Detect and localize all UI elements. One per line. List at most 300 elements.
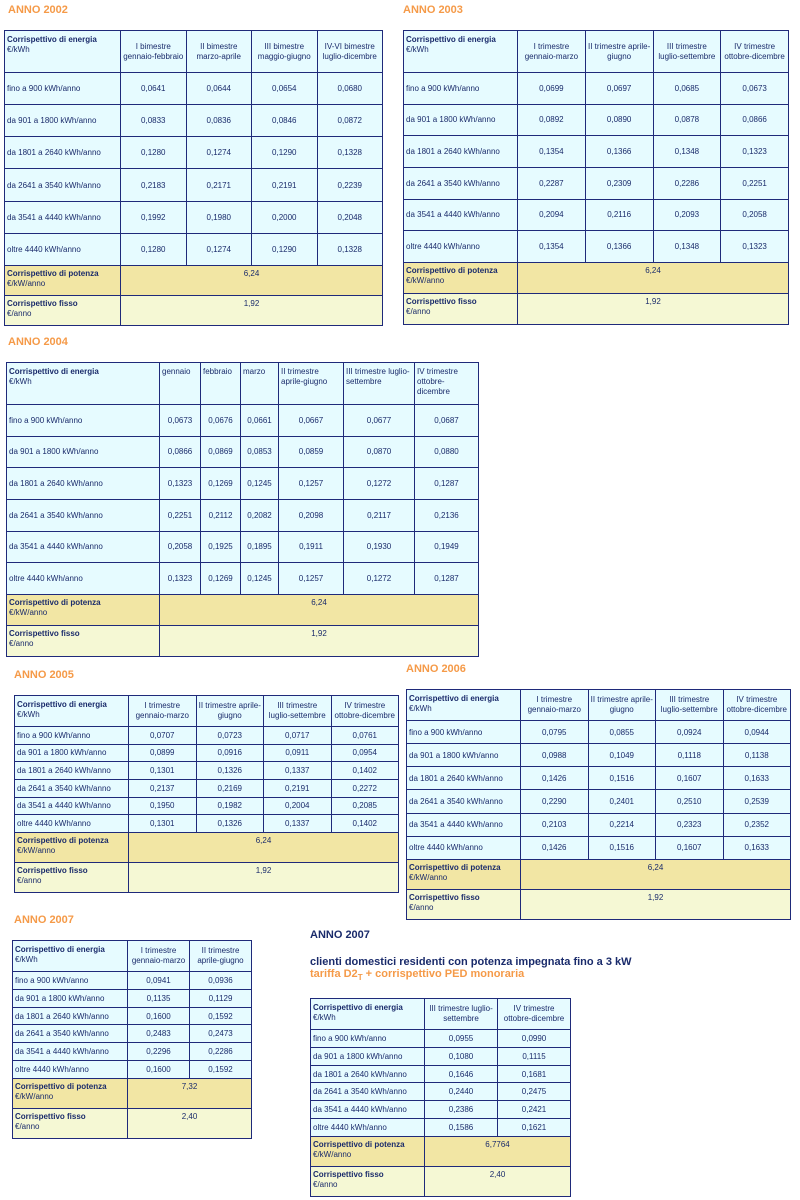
table-cell: da 3541 a 4440 kWh/anno: [15, 797, 129, 815]
table-cell: 0,1049: [588, 744, 656, 767]
table-row: [15, 779, 399, 797]
label-text: Corrispettivo fisso: [313, 1170, 384, 1179]
label-text: tariffa D2: [310, 968, 358, 980]
table-cell: 0,0936: [190, 972, 252, 990]
table-cell: 0,2112: [201, 499, 241, 531]
table-cell: 0,2239: [317, 169, 383, 201]
table-cell: 0,1354: [518, 231, 586, 263]
table-cell: [15, 863, 129, 893]
table-cell: 0,1592: [190, 1061, 252, 1079]
table-title: ANNO 2007: [310, 929, 370, 941]
column-header: IV trimestre ottobre-dicembre: [331, 696, 399, 727]
table-cell: 0,0869: [201, 436, 241, 468]
table-cell: 2,40: [128, 1109, 252, 1139]
table-cell: 0,2004: [264, 797, 332, 815]
table-cell: 0,0872: [317, 105, 383, 137]
table-cell: 0,1323: [721, 136, 789, 168]
table-cell: da 901 a 1800 kWh/anno: [404, 104, 518, 136]
table-row: [15, 797, 399, 815]
table-cell: 0,2183: [121, 169, 187, 201]
table-cell: 0,1323: [721, 231, 789, 263]
tariff-table-2006: [406, 689, 791, 920]
column-header: I trimestre gennaio-marzo: [521, 690, 589, 721]
table-cell: 0,0892: [518, 104, 586, 136]
energy-header: [15, 696, 129, 727]
table-cell: 6,24: [160, 595, 479, 626]
table-cell: 0,1911: [279, 531, 344, 563]
column-header: II bimestre marzo-aprile: [186, 31, 252, 73]
table-cell: [7, 626, 160, 657]
table-cell: 0,1426: [521, 767, 589, 790]
power-row: [311, 1137, 571, 1167]
column-header: III bimestre maggio-giugno: [252, 31, 318, 73]
table-cell: 0,0699: [518, 73, 586, 105]
column-header: I bimestre gennaio-febbraio: [121, 31, 187, 73]
table-cell: oltre 4440 kWh/anno: [407, 836, 521, 859]
fixed-row: [7, 626, 479, 657]
table-cell: 0,1080: [425, 1047, 498, 1065]
column-header: I trimestre gennaio-marzo: [128, 941, 190, 972]
table-cell: 0,2539: [723, 790, 791, 813]
table-cell: 0,1245: [241, 468, 279, 500]
table-cell: 0,0697: [585, 73, 653, 105]
label-text: €/kW/anno: [15, 1092, 54, 1101]
table-cell: 0,0955: [425, 1030, 498, 1048]
table-row: [5, 169, 383, 201]
energy-header: [311, 999, 425, 1030]
table-cell: 0,1129: [190, 989, 252, 1007]
label-text: €/kWh: [406, 45, 429, 54]
table-cell: 1,92: [160, 626, 479, 657]
table-title: ANNO 2002: [8, 4, 68, 16]
table-cell: 0,2296: [128, 1043, 190, 1061]
column-header: I trimestre gennaio-marzo: [518, 31, 586, 73]
label-text: €/anno: [9, 639, 34, 648]
table-cell: da 1801 a 2640 kWh/anno: [5, 137, 121, 169]
table-cell: 0,1138: [723, 744, 791, 767]
table-cell: 0,0677: [344, 405, 415, 437]
table-cell: fino a 900 kWh/anno: [407, 721, 521, 744]
table-cell: 0,1290: [252, 137, 318, 169]
label-text: Corrispettivo fisso: [7, 299, 78, 308]
table-cell: 0,1516: [588, 767, 656, 790]
column-header: febbraio: [201, 363, 241, 405]
table-cell: 0,1272: [344, 563, 415, 595]
table-cell: 0,1328: [317, 137, 383, 169]
table-row: [311, 1030, 571, 1048]
label-text: + corrispettivo PED monoraria: [362, 968, 525, 980]
table-cell: 0,1287: [415, 468, 479, 500]
table-cell: 0,1895: [241, 531, 279, 563]
table-cell: 0,0680: [317, 73, 383, 105]
table-cell: 0,0878: [653, 104, 721, 136]
table-cell: 0,1949: [415, 531, 479, 563]
table-cell: 0,2323: [656, 813, 724, 836]
power-row: [407, 860, 791, 890]
table-cell: da 3541 a 4440 kWh/anno: [311, 1101, 425, 1119]
table-cell: 0,2058: [721, 199, 789, 231]
column-header: IV trimestre ottobre-dicembre: [723, 690, 791, 721]
power-row: [13, 1079, 252, 1109]
table-row: [15, 762, 399, 780]
energy-header: [404, 31, 518, 73]
energy-header: [407, 690, 521, 721]
table-cell: 0,1607: [656, 767, 724, 790]
table-cell: da 901 a 1800 kWh/anno: [5, 105, 121, 137]
table-cell: 0,0687: [415, 405, 479, 437]
label-text: Corrispettivo di energia: [9, 367, 99, 376]
table-cell: 0,2058: [160, 531, 201, 563]
table-cell: da 901 a 1800 kWh/anno: [311, 1047, 425, 1065]
table-cell: 0,1354: [518, 136, 586, 168]
table-cell: 0,0685: [653, 73, 721, 105]
table-cell: 0,1930: [344, 531, 415, 563]
table-row: [13, 1025, 252, 1043]
table-cell: 0,0673: [721, 73, 789, 105]
label-text: Corrispettivo di potenza: [313, 1140, 405, 1149]
table-cell: 0,1516: [588, 836, 656, 859]
label-text: €/anno: [15, 1122, 40, 1131]
table-cell: fino a 900 kWh/anno: [13, 972, 128, 990]
table-title: ANNO 2005: [14, 669, 74, 681]
table-cell: da 1801 a 2640 kWh/anno: [311, 1065, 425, 1083]
table-cell: da 1801 a 2640 kWh/anno: [13, 1007, 128, 1025]
table-cell: 0,0855: [588, 721, 656, 744]
table-cell: 0,1326: [196, 762, 264, 780]
table-cell: 0,0890: [585, 104, 653, 136]
table-cell: 0,1586: [425, 1119, 498, 1137]
table-cell: 0,1337: [264, 815, 332, 833]
table-cell: fino a 900 kWh/anno: [5, 73, 121, 105]
column-header: III trimestre luglio-settembre: [344, 363, 415, 405]
label-text: €/kW/anno: [7, 279, 46, 288]
column-header: II trimestre aprile-giugno: [279, 363, 344, 405]
table-cell: 0,1328: [317, 233, 383, 265]
column-header: marzo: [241, 363, 279, 405]
column-header: III trimestre luglio-settembre: [656, 690, 724, 721]
tariff-note: [310, 968, 524, 982]
table-cell: 0,0723: [196, 727, 264, 745]
table-cell: 0,0707: [129, 727, 197, 745]
table-cell: 0,0846: [252, 105, 318, 137]
table-cell: 0,0924: [656, 721, 724, 744]
table-cell: 0,2171: [186, 169, 252, 201]
column-header: IV trimestre ottobre-dicembre: [415, 363, 479, 405]
table-cell: 0,0916: [196, 744, 264, 762]
table-row: [404, 73, 789, 105]
label-text: Corrispettivo di potenza: [7, 269, 99, 278]
table-cell: 0,0667: [279, 405, 344, 437]
label-text: Corrispettivo di energia: [409, 694, 499, 703]
fixed-row: [15, 863, 399, 893]
table-cell: 0,2098: [279, 499, 344, 531]
tariff-table-2003: [403, 30, 789, 325]
table-cell: 0,2272: [331, 779, 399, 797]
table-cell: da 3541 a 4440 kWh/anno: [404, 199, 518, 231]
table-cell: 0,1633: [723, 767, 791, 790]
table-row: [7, 563, 479, 595]
table-cell: 1,92: [521, 890, 791, 920]
table-cell: [407, 860, 521, 890]
table-cell: 2,40: [425, 1167, 571, 1197]
label-text: Corrispettivo fisso: [9, 629, 80, 638]
table-cell: 0,1118: [656, 744, 724, 767]
table-cell: 0,2401: [588, 790, 656, 813]
table-row: [311, 1083, 571, 1101]
table-row: [311, 1065, 571, 1083]
table-cell: 0,2475: [498, 1083, 571, 1101]
table-cell: 0,0954: [331, 744, 399, 762]
table-cell: 0,0717: [264, 727, 332, 745]
table-cell: 6,24: [518, 263, 789, 294]
table-cell: oltre 4440 kWh/anno: [311, 1119, 425, 1137]
column-header: IV trimestre ottobre-dicembre: [498, 999, 571, 1030]
table-cell: [13, 1109, 128, 1139]
table-cell: 6,24: [521, 860, 791, 890]
table-row: [407, 721, 791, 744]
table-cell: 0,0644: [186, 73, 252, 105]
table-cell: 0,2085: [331, 797, 399, 815]
label-text: Corrispettivo di energia: [17, 700, 107, 709]
table-cell: 0,2286: [653, 167, 721, 199]
table-title: ANNO 2003: [403, 4, 463, 16]
table-cell: oltre 4440 kWh/anno: [7, 563, 160, 595]
label-text: €/kW/anno: [17, 846, 56, 855]
table-cell: 0,2093: [653, 199, 721, 231]
table-cell: 0,2103: [521, 813, 589, 836]
table-cell: 0,0654: [252, 73, 318, 105]
table-cell: 0,1366: [585, 231, 653, 263]
table-cell: 0,1269: [201, 468, 241, 500]
table-cell: oltre 4440 kWh/anno: [5, 233, 121, 265]
label-text: Corrispettivo di potenza: [406, 266, 498, 275]
table-cell: 7,32: [128, 1079, 252, 1109]
fixed-row: [13, 1109, 252, 1139]
table-cell: 0,1272: [344, 468, 415, 500]
table-cell: da 901 a 1800 kWh/anno: [7, 436, 160, 468]
table-cell: 0,1115: [498, 1047, 571, 1065]
subtitle: clienti domestici residenti con potenza impegnata fino a 3 kW: [310, 956, 632, 968]
table-cell: da 2641 a 3540 kWh/anno: [407, 790, 521, 813]
table-row: [311, 1119, 571, 1137]
energy-header: [7, 363, 160, 405]
fixed-row: [5, 296, 383, 326]
table-cell: oltre 4440 kWh/anno: [404, 231, 518, 263]
table-cell: 0,1600: [128, 1061, 190, 1079]
table-cell: 0,1600: [128, 1007, 190, 1025]
table-cell: 0,2191: [264, 779, 332, 797]
table-cell: 0,1402: [331, 762, 399, 780]
table-cell: [5, 266, 121, 296]
table-cell: 0,0988: [521, 744, 589, 767]
table-cell: 0,1607: [656, 836, 724, 859]
table-cell: da 1801 a 2640 kWh/anno: [7, 468, 160, 500]
table-row: [15, 815, 399, 833]
table-cell: 0,1646: [425, 1065, 498, 1083]
table-row: [404, 104, 789, 136]
table-cell: da 3541 a 4440 kWh/anno: [13, 1043, 128, 1061]
table-cell: 0,1274: [186, 137, 252, 169]
column-header: IV-VI bimestre luglio-dicembre: [317, 31, 383, 73]
table-title: ANNO 2006: [406, 663, 466, 675]
power-row: [404, 263, 789, 294]
column-header: II trimestre aprile-giugno: [588, 690, 656, 721]
table-cell: [311, 1137, 425, 1167]
table-cell: 0,2483: [128, 1025, 190, 1043]
table-cell: da 2641 a 3540 kWh/anno: [5, 169, 121, 201]
table-cell: da 2641 a 3540 kWh/anno: [404, 167, 518, 199]
table-cell: da 3541 a 4440 kWh/anno: [7, 531, 160, 563]
column-header: III trimestre luglio-settembre: [425, 999, 498, 1030]
label-text: Corrispettivo di energia: [7, 35, 97, 44]
table-row: [5, 73, 383, 105]
table-row: [13, 1007, 252, 1025]
table-cell: oltre 4440 kWh/anno: [13, 1061, 128, 1079]
table-cell: 0,1681: [498, 1065, 571, 1083]
table-cell: 0,2352: [723, 813, 791, 836]
table-cell: 1,92: [121, 296, 383, 326]
table-row: [7, 436, 479, 468]
table-cell: 0,0641: [121, 73, 187, 105]
label-text: Corrispettivo di potenza: [9, 598, 101, 607]
table-cell: 0,0866: [160, 436, 201, 468]
table-cell: 0,0853: [241, 436, 279, 468]
table-cell: da 1801 a 2640 kWh/anno: [404, 136, 518, 168]
table-cell: 0,0836: [186, 105, 252, 137]
column-header: II trimestre aprile-giugno: [196, 696, 264, 727]
label-text: €/kW/anno: [9, 608, 48, 617]
table-cell: fino a 900 kWh/anno: [404, 73, 518, 105]
table-cell: da 901 a 1800 kWh/anno: [407, 744, 521, 767]
table-cell: [407, 890, 521, 920]
table-cell: 0,1257: [279, 563, 344, 595]
table-cell: 0,2251: [721, 167, 789, 199]
label-text: €/kWh: [15, 955, 38, 964]
table-row: [407, 836, 791, 859]
table-cell: 0,1992: [121, 201, 187, 233]
table-cell: 0,1348: [653, 231, 721, 263]
table-row: [404, 167, 789, 199]
table-cell: 0,1426: [521, 836, 589, 859]
label-text: Corrispettivo fisso: [406, 297, 477, 306]
table-row: [5, 137, 383, 169]
column-header: IV trimestre ottobre-dicembre: [721, 31, 789, 73]
fixed-row: [407, 890, 791, 920]
table-cell: 0,1269: [201, 563, 241, 595]
table-cell: 1,92: [129, 863, 399, 893]
table-cell: 0,1633: [723, 836, 791, 859]
label-text: €/kW/anno: [313, 1150, 352, 1159]
table-cell: 0,1135: [128, 989, 190, 1007]
tariff-table-2004: [6, 362, 479, 657]
table-cell: da 1801 a 2640 kWh/anno: [15, 762, 129, 780]
label-text: €/kW/anno: [406, 276, 445, 285]
table-row: [407, 813, 791, 836]
label-text: Corrispettivo fisso: [17, 866, 88, 875]
table-cell: 0,0880: [415, 436, 479, 468]
table-cell: 0,2440: [425, 1083, 498, 1101]
fixed-row: [404, 294, 789, 325]
table-cell: [311, 1167, 425, 1197]
table-row: [13, 972, 252, 990]
table-cell: 0,2421: [498, 1101, 571, 1119]
table-cell: 0,1980: [186, 201, 252, 233]
table-row: [5, 201, 383, 233]
table-row: [7, 405, 479, 437]
table-cell: 0,2251: [160, 499, 201, 531]
table-cell: 0,1348: [653, 136, 721, 168]
table-cell: 0,1257: [279, 468, 344, 500]
table-row: [15, 727, 399, 745]
column-header: II trimestre aprile-giugno: [190, 941, 252, 972]
energy-header: [13, 941, 128, 972]
tariff-table-2007-a: [12, 940, 252, 1139]
table-cell: 0,1274: [186, 233, 252, 265]
table-cell: 0,0676: [201, 405, 241, 437]
tariff-table-2002: [4, 30, 383, 326]
table-cell: 0,2473: [190, 1025, 252, 1043]
label-text: €/kWh: [313, 1013, 336, 1022]
table-cell: 0,1280: [121, 233, 187, 265]
table-row: [407, 744, 791, 767]
table-cell: da 901 a 1800 kWh/anno: [13, 989, 128, 1007]
label-text: €/anno: [7, 309, 32, 318]
table-row: [13, 989, 252, 1007]
table-cell: [13, 1079, 128, 1109]
label-text: Corrispettivo di energia: [313, 1003, 403, 1012]
table-row: [5, 105, 383, 137]
table-cell: da 2641 a 3540 kWh/anno: [13, 1025, 128, 1043]
table-title: ANNO 2007: [14, 914, 74, 926]
table-row: [407, 767, 791, 790]
table-cell: 0,0761: [331, 727, 399, 745]
table-cell: 0,2117: [344, 499, 415, 531]
table-row: [404, 199, 789, 231]
table-cell: 0,1982: [196, 797, 264, 815]
table-cell: 0,1337: [264, 762, 332, 780]
fixed-row: [311, 1167, 571, 1197]
label-text: Corrispettivo di potenza: [409, 863, 501, 872]
table-cell: 6,7764: [425, 1137, 571, 1167]
table-cell: 0,2136: [415, 499, 479, 531]
table-row: [407, 790, 791, 813]
label-text: €/kWh: [7, 45, 30, 54]
table-cell: 0,0990: [498, 1030, 571, 1048]
table-cell: 0,1621: [498, 1119, 571, 1137]
table-cell: 0,2137: [129, 779, 197, 797]
table-cell: 0,1366: [585, 136, 653, 168]
label-text: Corrispettivo fisso: [15, 1112, 86, 1121]
label-text: €/anno: [313, 1180, 338, 1189]
table-row: [7, 468, 479, 500]
label-text: Corrispettivo di potenza: [17, 836, 109, 845]
table-cell: da 3541 a 4440 kWh/anno: [5, 201, 121, 233]
table-cell: [404, 263, 518, 294]
table-cell: fino a 900 kWh/anno: [15, 727, 129, 745]
power-row: [15, 833, 399, 863]
table-cell: da 901 a 1800 kWh/anno: [15, 744, 129, 762]
table-cell: oltre 4440 kWh/anno: [15, 815, 129, 833]
table-cell: 0,2094: [518, 199, 586, 231]
table-cell: [7, 595, 160, 626]
table-cell: fino a 900 kWh/anno: [7, 405, 160, 437]
table-cell: 6,24: [121, 266, 383, 296]
table-cell: 0,2386: [425, 1101, 498, 1119]
table-cell: 0,1925: [201, 531, 241, 563]
label-text: Corrispettivo di energia: [406, 35, 496, 44]
table-cell: 0,1326: [196, 815, 264, 833]
table-cell: fino a 900 kWh/anno: [311, 1030, 425, 1048]
